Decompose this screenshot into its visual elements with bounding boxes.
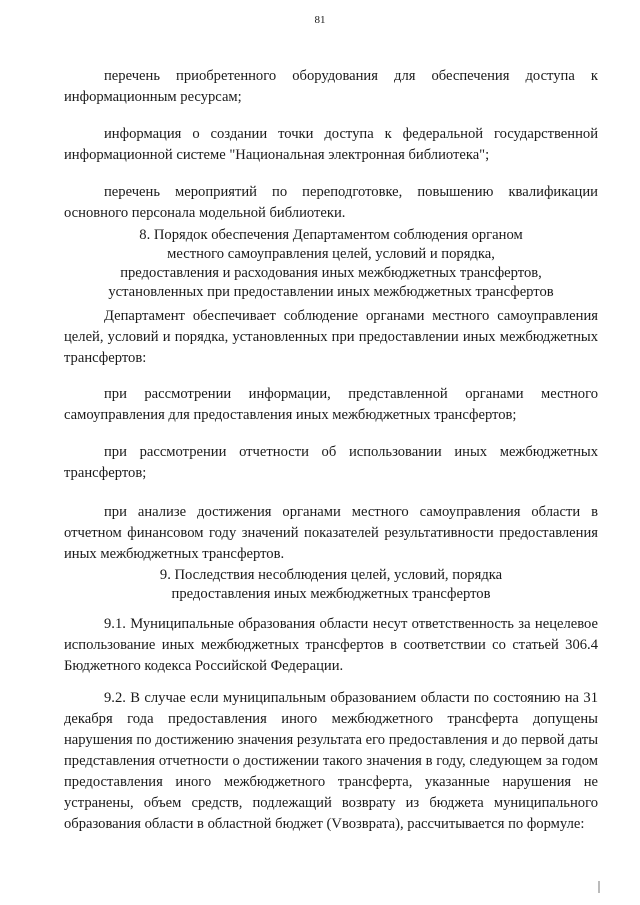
paragraph-equipment-list: перечень приобретенного оборудования для обеспечения доступа к информационным ресурсам;	[64, 68, 598, 105]
paragraph-9-2: 9.2. В случае если муниципальным образованием области по состоянию на 31 декабря года предоставления иного межбюджетного трансферта допущены нарушения по достижению значения результата его предоставления и до первой даты представления отчетности о достижении такого значения в году, следующем за годом предоставления иного межбюджетного трансферта, указанные нарушения не устранены, объем средств, подлежащий возврату из бюджета муниципального образования области в областной бюджет (Vвозврата), рассчитывается по формуле:	[64, 690, 598, 832]
section-8-heading-line: 8. Порядок обеспечения Департаментом соблюдения органом	[139, 227, 523, 243]
section-8-item: при рассмотрении информации, представленной органами местного самоуправления для предоставления иных межбюджетных трансфертов;	[64, 386, 598, 423]
scan-mark	[598, 881, 600, 893]
section-9-heading	[64, 566, 598, 604]
section-8-item: при анализе достижения органами местного самоуправления области в отчетном финансовом году значений показателей результативности предоставления иных межбюджетных трансфертов.	[64, 504, 598, 562]
section-8-intro: Департамент обеспечивает соблюдение органами местного самоуправления целей, условий и порядка, установленных при предоставлении иных межбюджетных трансфертов:	[64, 308, 598, 366]
section-8-heading-line: предоставления и расходования иных межбюджетных трансфертов,	[120, 265, 542, 281]
section-8-heading-line: установленных при предоставлении иных межбюджетных трансфертов	[108, 284, 554, 300]
paragraph-9-1: 9.1. Муниципальные образования области несут ответственность за нецелевое использование иных межбюджетных трансфертов в соответствии со статьей 306.4 Бюджетного кодекса Российской Федерации.	[64, 616, 598, 674]
section-9-heading-line: предоставления иных межбюджетных трансфертов	[171, 586, 491, 602]
paragraph-access-point: информация о создании точки доступа к федеральной государственной информационной системе "Национальная электронная библиотека";	[64, 126, 598, 163]
section-8-item: при рассмотрении отчетности об использовании иных межбюджетных трансфертов;	[64, 444, 598, 481]
paragraph-training-events: перечень мероприятий по переподготовке, повышению квалификации основного персонала модельной библиотеки.	[64, 184, 598, 221]
page-number: 81	[314, 14, 326, 26]
section-8-heading-line: местного самоуправления целей, условий и порядка,	[167, 246, 495, 262]
section-9-heading-line: 9. Последствия несоблюдения целей, условий, порядка	[159, 567, 503, 583]
section-8-heading	[64, 226, 598, 302]
